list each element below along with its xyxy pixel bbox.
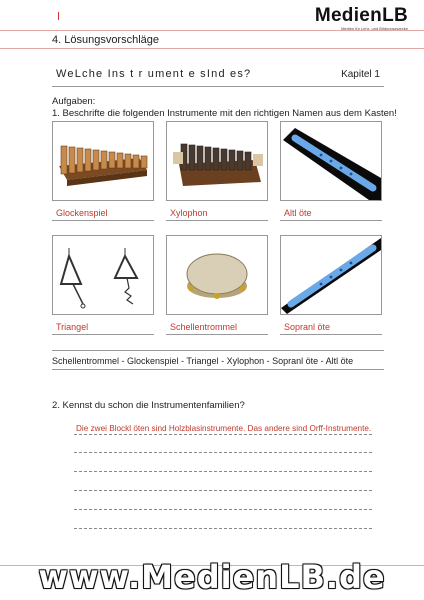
word-box-bottom-line: [52, 369, 384, 370]
glockenspiel-picture: [53, 122, 153, 200]
glockenspiel-card: [52, 121, 154, 201]
schellentrommel-picture: [167, 236, 267, 314]
label-line: [52, 220, 154, 221]
task1-instruction: 1. Beschrifte die folgenden Instrumente mit den richtigen Namen aus dem Kasten!: [52, 108, 397, 119]
task2-answer: Die zwei Blockl öten sind Holzblasinstrumente. Das andere sind Orff-Instrumente.: [76, 424, 372, 433]
triangel-picture: [53, 236, 153, 314]
answer-line: [74, 509, 372, 510]
label-line: [166, 220, 268, 221]
label-line: [166, 334, 268, 335]
answer-line: [74, 452, 372, 453]
answer-line: [74, 434, 372, 435]
word-box: Schellentrommel - Glockenspiel - Triangel - Xylophon - Sopranl öte - Altl öte: [52, 356, 354, 366]
word-box-top-line: [52, 350, 384, 351]
chapter-label: Kapitel 1: [341, 69, 380, 80]
task2-question: 2. Kennst du schon die Instrumentenfamilien?: [52, 400, 245, 411]
section-divider: [0, 48, 424, 49]
brand-name: MedienLB: [314, 5, 408, 26]
altfloete-card: [280, 121, 382, 201]
xylophon-picture: [167, 122, 267, 200]
label-line: [52, 334, 154, 335]
section-title: 4. Lösungsvorschläge: [52, 34, 160, 46]
label-sopranfloete: Sopranl öte: [284, 322, 331, 332]
worksheet-title: WeLche Ins t r ument e sInd es?: [56, 68, 252, 80]
footer-url: www.MedienLB.de: [38, 558, 386, 596]
sopranfloete-card: [280, 235, 382, 315]
label-glockenspiel: Glockenspiel: [56, 208, 108, 218]
answer-line: [74, 471, 372, 472]
brand-logo: [315, 6, 408, 31]
answer-line: [74, 528, 372, 529]
task1-text: [52, 96, 397, 120]
header-tick-mark: [58, 12, 59, 20]
title-underline: [52, 86, 384, 87]
label-xylophon: Xylophon: [170, 208, 208, 218]
label-line: [280, 334, 382, 335]
altfloete-picture: [281, 122, 381, 200]
label-altfloete: Altl öte: [284, 208, 312, 218]
label-schellentrommel: Schellentrommel: [170, 322, 238, 332]
xylophon-card: [166, 121, 268, 201]
answer-line: [74, 490, 372, 491]
schellentrommel-card: [166, 235, 268, 315]
header-divider: [0, 30, 424, 31]
task1-heading: Aufgaben:: [52, 96, 96, 107]
label-line: [280, 220, 382, 221]
label-triangel: Triangel: [56, 322, 89, 332]
triangel-card: [52, 235, 154, 315]
brand-tagline: Medien für Lehr- und Bildungszwecke: [341, 26, 408, 31]
sopranfloete-picture: [281, 236, 381, 314]
